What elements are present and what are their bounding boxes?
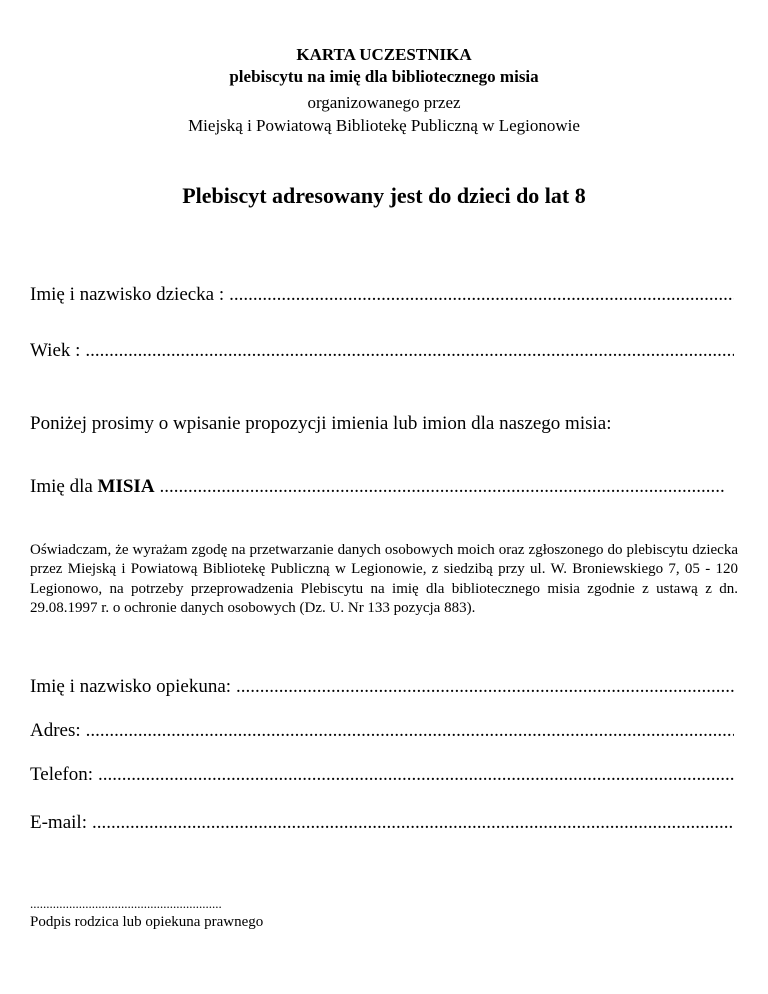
signature-label: Podpis rodzica lub opiekuna prawnego bbox=[30, 914, 264, 930]
organized-by-text: organizowanego przez bbox=[307, 93, 461, 112]
data-consent-declaration: Oświadczam, że wyrażam zgodę na przetwarzanie danych osobowych moich oraz zgłoszonego do plebiscytu dziecka przez Miejską i Powiatową Bibliotekę Publiczną w Legionowie, z siedzibą przy ul. W. Broniewskiego 7, 05 - 120 Legionowo, na potrzeby przeprowadzenia Plebiscytu na imię dla bibliotecznego misia zgodnie z ustawą z dn. 29.08.1997 r. o ochronie danych osobowych (Dz. U. Nr 133 pozycja 883). bbox=[30, 542, 738, 617]
child-age-field[interactable] bbox=[30, 340, 734, 362]
guardian-name-field[interactable] bbox=[30, 676, 734, 698]
address-field[interactable] bbox=[30, 720, 734, 742]
bear-name-field[interactable] bbox=[30, 476, 726, 498]
bear-name-label-prefix: Imię dla bbox=[30, 476, 93, 497]
age-notice-heading: Plebiscyt adresowany jest do dzieci do lat 8 bbox=[182, 183, 586, 208]
form-subtitle: plebiscytu na imię dla bibliotecznego misia bbox=[229, 67, 539, 86]
guardian-name-label: Imię i nazwisko opiekuna: bbox=[30, 676, 232, 697]
bear-name-label bbox=[30, 476, 155, 498]
child-name-field[interactable] bbox=[30, 284, 734, 306]
email-field[interactable] bbox=[30, 812, 734, 834]
email-fill-line[interactable] bbox=[92, 812, 734, 834]
guardian-name-fill-line[interactable] bbox=[236, 676, 734, 698]
child-age-fill-line[interactable] bbox=[85, 340, 734, 362]
child-name-fill-line[interactable] bbox=[229, 284, 734, 306]
child-name-label: Imię i nazwisko dziecka : bbox=[30, 284, 225, 305]
child-age-label: Wiek : bbox=[30, 340, 81, 361]
email-label: E-mail: bbox=[30, 812, 87, 833]
organizer-name: Miejską i Powiatową Bibliotekę Publiczną w Legionowie bbox=[188, 116, 580, 135]
phone-fill-line[interactable] bbox=[98, 764, 734, 786]
form-title: KARTA UCZESTNIKA bbox=[296, 45, 472, 64]
signature-line[interactable]: ........................................................... bbox=[30, 896, 222, 911]
proposal-instruction: Poniżej prosimy o wpisanie propozycji imienia lub imion dla naszego misia: bbox=[30, 413, 612, 434]
bear-name-label-bold: MISIA bbox=[97, 476, 155, 497]
bear-name-fill-line[interactable] bbox=[160, 476, 726, 498]
address-label: Adres: bbox=[30, 720, 81, 741]
phone-field[interactable] bbox=[30, 764, 734, 786]
phone-label: Telefon: bbox=[30, 764, 94, 785]
address-fill-line[interactable] bbox=[86, 720, 734, 742]
